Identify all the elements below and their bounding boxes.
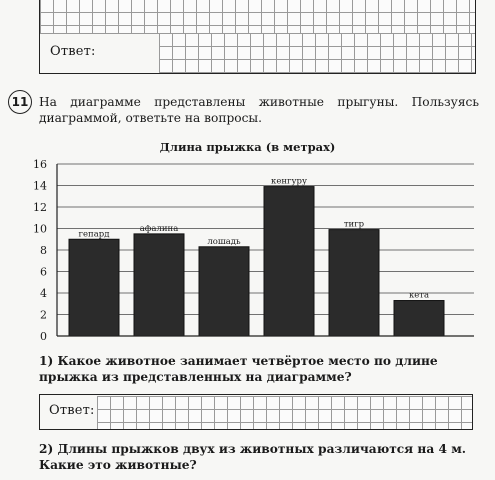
bar-category-label: тигр [343, 219, 365, 230]
y-tick-label: 12 [33, 201, 47, 214]
bar-3 [264, 187, 314, 336]
bar-category-label: кенгуру [271, 176, 307, 187]
previous-answer-label: Ответ: [50, 44, 96, 59]
question-2-text: 2) Длины прыжков двух из животных различаются на 4 м. Какие это животные? [39, 442, 467, 472]
y-tick-label: 14 [33, 179, 47, 193]
bar-category-label: афалина [139, 223, 179, 234]
question-1-answer-box [39, 394, 473, 430]
bar-4 [329, 230, 379, 336]
y-tick-label: 0 [40, 330, 47, 343]
previous-answer-box [39, 0, 476, 74]
jump-length-bar-chart [0, 150, 495, 350]
y-tick-label: 6 [40, 265, 47, 279]
chart-title: Длина прыжка (в метрах) [159, 140, 336, 154]
bar-category-label: лошадь [207, 236, 241, 247]
question-1-text: 1) Какое животное занимает четвёртое место по длине прыжка из представленных на диаграмме? [39, 354, 438, 384]
question-1-answer-label: Ответ: [49, 403, 95, 418]
bar-category-label: кета [408, 290, 430, 301]
bar-0 [69, 239, 119, 336]
y-tick-label: 8 [40, 244, 47, 257]
task-number-badge: 11 [8, 90, 32, 114]
previous-answer-grid[interactable] [159, 33, 475, 73]
bar-1 [134, 234, 184, 336]
bar-5 [394, 301, 444, 336]
working-grid [40, 0, 475, 34]
y-tick-label: 4 [40, 287, 47, 300]
task-text: На диаграмме представлены животные прыгуны. Пользуясь диаграммой, ответьте на вопросы. [39, 95, 479, 125]
y-tick-label: 10 [33, 222, 47, 236]
bar-category-label: гепард [78, 229, 110, 240]
y-tick-label: 2 [40, 308, 47, 322]
question-1-answer-grid[interactable] [97, 396, 472, 429]
bar-2 [199, 247, 249, 336]
y-tick-label: 16 [33, 158, 47, 171]
